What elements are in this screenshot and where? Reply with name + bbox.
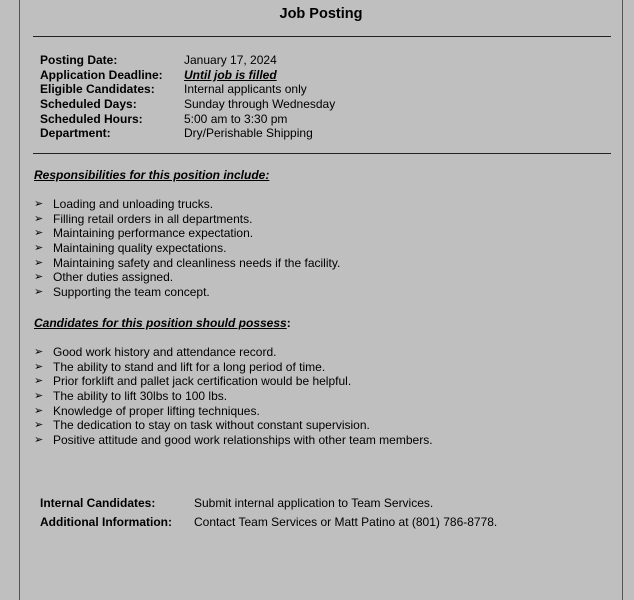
application-deadline-value: Until job is filled: [184, 67, 277, 82]
posting-date-row: [40, 53, 335, 68]
internal-candidates-value: Submit internal application to Team Services.: [194, 496, 434, 510]
qualifications-list: [34, 345, 433, 448]
posting-date-value: January 17, 2024: [184, 53, 277, 67]
scheduled-days-value: Sunday through Wednesday: [184, 97, 336, 112]
application-deadline-label: Application Deadline:: [40, 67, 163, 82]
list-item: ➢ The dedication to stay on task without constant supervision.: [34, 418, 370, 433]
list-item: ➢ Maintaining quality expectations.: [34, 241, 227, 256]
arrow-bullet-icon: ➢: [34, 419, 44, 432]
list-item: ➢ The ability to lift 30lbs to 100 lbs.: [34, 389, 228, 404]
scheduled-days-row: [40, 97, 335, 112]
list-item: ➢ Other duties assigned.: [34, 270, 174, 285]
internal-candidates-label: Internal Candidates:: [40, 496, 156, 510]
scheduled-hours-row: [40, 112, 335, 127]
contact-info: [40, 496, 497, 534]
eligible-candidates-row: [40, 82, 335, 97]
posting-details: [40, 53, 335, 141]
list-item: ➢ Supporting the team concept.: [34, 285, 210, 300]
scheduled-hours-value: 5:00 am to 3:30 pm: [184, 111, 288, 126]
additional-information-row: [40, 515, 497, 534]
document-page: [19, 0, 623, 600]
eligible-candidates-label: Eligible Candidates:: [40, 82, 155, 97]
arrow-bullet-icon: ➢: [34, 404, 44, 417]
application-deadline-row: [40, 68, 335, 83]
arrow-bullet-icon: ➢: [34, 256, 44, 269]
internal-candidates-row: [40, 496, 497, 515]
qualifications-heading: Candidates for this position should possess:: [34, 316, 291, 330]
arrow-bullet-icon: ➢: [34, 271, 44, 284]
additional-information-label: Additional Information:: [40, 515, 172, 529]
list-item: ➢ Loading and unloading trucks.: [34, 197, 214, 211]
list-item: ➢ The ability to stand and lift for a long period of time.: [34, 359, 326, 374]
divider-top: [33, 36, 611, 37]
list-item: ➢ Knowledge of proper lifting techniques.: [34, 403, 260, 418]
divider-middle: [33, 153, 611, 154]
scheduled-days-label: Scheduled Days:: [40, 97, 137, 112]
responsibilities-list: [34, 197, 340, 300]
list-item: ➢ Filling retail orders in all departments.: [34, 211, 253, 226]
list-item: ➢ Maintaining performance expectation.: [34, 226, 254, 241]
arrow-bullet-icon: ➢: [34, 198, 44, 210]
list-item: ➢ Prior forklift and pallet jack certification would be helpful.: [34, 374, 352, 389]
arrow-bullet-icon: ➢: [34, 212, 44, 225]
department-label: Department:: [40, 126, 111, 141]
arrow-bullet-icon: ➢: [34, 227, 44, 240]
list-item: ➢ Maintaining safety and cleanliness needs if the facility.: [34, 255, 341, 270]
arrow-bullet-icon: ➢: [34, 360, 44, 373]
list-item: ➢ Good work history and attendance record.: [34, 345, 277, 359]
page-title: Job Posting: [279, 6, 363, 22]
arrow-bullet-icon: ➢: [34, 286, 44, 299]
responsibilities-heading: Responsibilities for this position include:: [34, 168, 270, 182]
arrow-bullet-icon: ➢: [34, 346, 44, 358]
list-item: ➢ Positive attitude and good work relationships with other team members.: [34, 433, 433, 448]
department-row: [40, 126, 335, 141]
posting-date-label: Posting Date:: [40, 53, 118, 67]
scheduled-hours-label: Scheduled Hours:: [40, 111, 143, 126]
arrow-bullet-icon: ➢: [34, 390, 44, 403]
eligible-candidates-value: Internal applicants only: [184, 82, 307, 97]
department-value: Dry/Perishable Shipping: [184, 126, 313, 141]
arrow-bullet-icon: ➢: [34, 242, 44, 255]
additional-information-value: Contact Team Services or Matt Patino at (801) 786-8778.: [194, 515, 498, 529]
arrow-bullet-icon: ➢: [34, 434, 44, 447]
arrow-bullet-icon: ➢: [34, 375, 44, 388]
